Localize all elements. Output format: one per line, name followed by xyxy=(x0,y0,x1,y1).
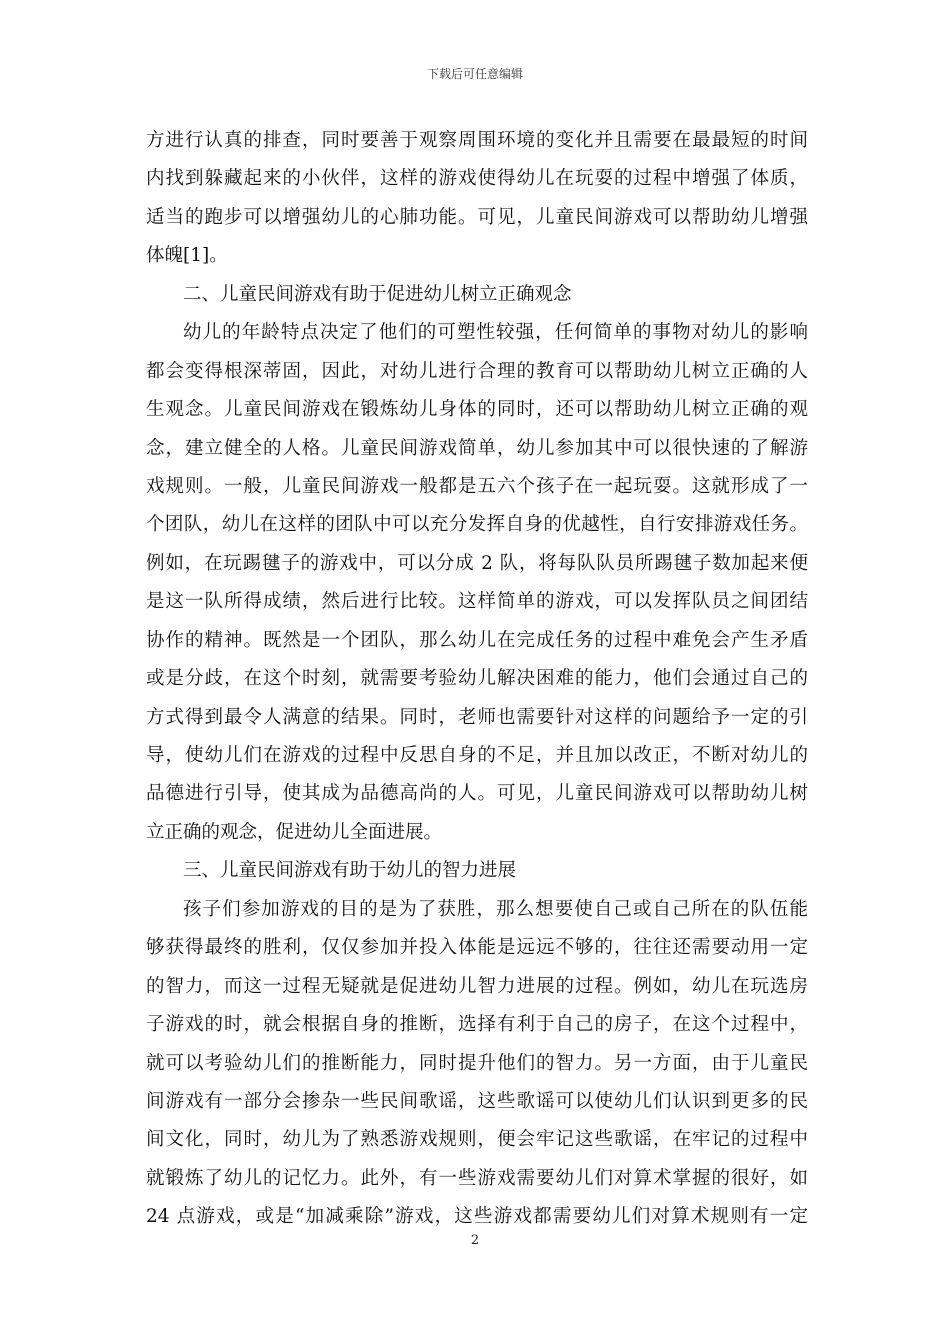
body-text-line: 生观念。儿童民间游戏在锻炼幼儿身体的同时，还可以帮助幼儿树立正确的观 xyxy=(146,399,808,421)
section-heading: 二、儿童民间游戏有助于促进幼儿树立正确观念 xyxy=(183,283,572,305)
body-text-line: 孩子们参加游戏的目的是为了获胜，那么想要使自己或自己所在的队伍能 xyxy=(183,898,808,920)
body-text-line: 就可以考验幼儿们的推断能力，同时提升他们的智力。另一方面，由于儿童民 xyxy=(146,1052,808,1074)
body-text-line: 协作的精神。既然是一个团队，那么幼儿在完成任务的过程中难免会产生矛盾 xyxy=(146,629,808,651)
body-text-line: 都会变得根深蒂固，因此，对幼儿进行合理的教育可以帮助幼儿树立正确的人 xyxy=(146,360,808,382)
body-text-line: 的智力，而这一过程无疑就是促进幼儿智力进展的过程。例如，幼儿在玩选房 xyxy=(146,975,808,997)
body-text-line: 是这一队所得成绩，然后进行比较。这样简单的游戏，可以发挥队员之间团结 xyxy=(146,591,808,613)
body-text-line: 念，建立健全的人格。儿童民间游戏简单，幼儿参加其中可以很快速的了解游 xyxy=(146,437,808,459)
body-text-line: 内找到躲藏起来的小伙伴，这样的游戏使得幼儿在玩耍的过程中增强了体质， xyxy=(146,168,808,190)
page-number: 2 xyxy=(470,1233,480,1248)
page-header: 下载后可任意编辑 xyxy=(426,67,523,81)
body-text-line: 导，使幼儿们在游戏的过程中反思自身的不足，并且加以改正，不断对幼儿的 xyxy=(146,745,808,766)
body-text-line: 个团队，幼儿在这样的团队中可以充分发挥自身的优越性，自行安排游戏任务。 xyxy=(146,514,808,536)
body-text-line: 方进行认真的排查，同时要善于观察周围环境的变化并且需要在最最短的时间 xyxy=(146,130,808,151)
body-text-line: 够获得最终的胜利，仅仅参加并投入体能是远远不够的，往往还需要动用一定 xyxy=(146,937,808,959)
body-text-line: 体魄[1]。 xyxy=(146,245,228,267)
body-text-line: 子游戏的时，就会根据自身的推断，选择有利于自己的房子，在这个过程中， xyxy=(146,1014,808,1036)
body-text-line: 间文化，同时，幼儿为了熟悉游戏规则，便会牢记这些歌谣，在牢记的过程中 xyxy=(146,1129,808,1151)
body-text-line: 24 点游戏，或是“加减乘除”游戏，这些游戏都需要幼儿们对算术规则有一定 xyxy=(146,1206,808,1228)
body-text-line: 戏规则。一般，儿童民间游戏一般都是五六个孩子在一起玩耍。这就形成了一 xyxy=(146,475,808,497)
body-text-line: 或是分歧，在这个时刻，就需要考验幼儿解决困难的能力，他们会通过自己的 xyxy=(146,668,808,690)
section-heading: 三、儿童民间游戏有助于幼儿的智力进展 xyxy=(183,860,517,882)
body-text-line: 品德进行引导，使其成为品德高尚的人。可见，儿童民间游戏可以帮助幼儿树 xyxy=(146,783,808,805)
body-text-line: 幼儿的年龄特点决定了他们的可塑性较强，任何简单的事物对幼儿的影响 xyxy=(183,322,808,344)
body-text-line: 立正确的观念，促进幼儿全面进展。 xyxy=(146,821,443,843)
document-body xyxy=(146,126,808,1241)
body-text-line: 方式得到最令人满意的结果。同时，老师也需要针对这样的问题给予一定的引 xyxy=(146,706,808,728)
body-text-line: 间游戏有一部分会掺杂一些民间歌谣，这些歌谣可以使幼儿们认识到更多的民 xyxy=(146,1090,808,1112)
body-text-line: 就锻炼了幼儿的记忆力。此外，有一些游戏需要幼儿们对算术掌握的很好，如 xyxy=(146,1167,808,1189)
body-text-line: 适当的跑步可以增强幼儿的心肺功能。可见，儿童民间游戏可以帮助幼儿增强 xyxy=(146,206,808,228)
body-text-line: 例如，在玩踢毽子的游戏中，可以分成 2 队，将每队队员所踢毽子数加起来便 xyxy=(146,552,808,574)
